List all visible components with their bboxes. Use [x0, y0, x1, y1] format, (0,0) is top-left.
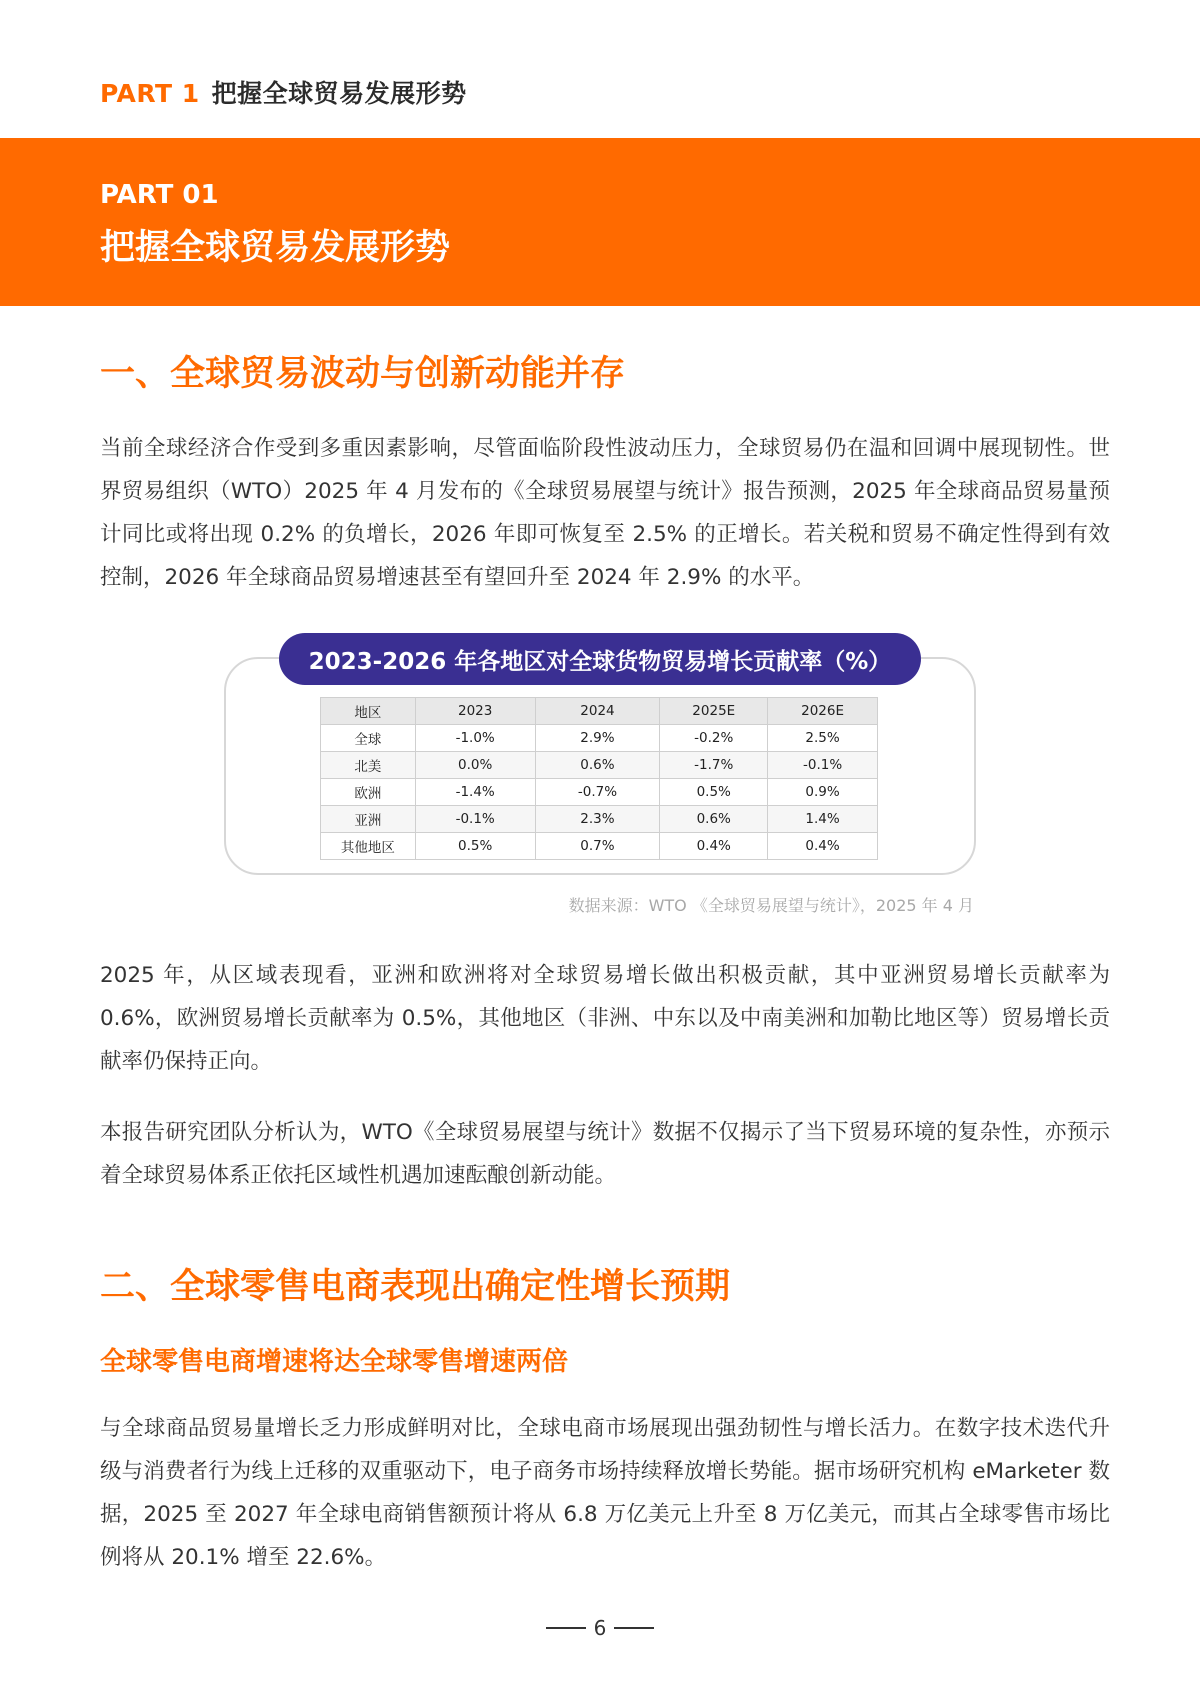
- header-region: 地区: [321, 698, 416, 725]
- cell-value: 1.4%: [768, 806, 878, 833]
- header-2025e: 2025E: [660, 698, 768, 725]
- header-2026e: 2026E: [768, 698, 878, 725]
- header-2023: 2023: [415, 698, 535, 725]
- table-row: [321, 779, 878, 806]
- table-row: [321, 752, 878, 779]
- section-heading-2: 二、全球零售电商表现出确定性增长预期: [100, 1267, 731, 1307]
- cell-value: 0.6%: [660, 806, 768, 833]
- cell-region: 欧洲: [321, 779, 416, 806]
- cell-value: 0.6%: [535, 752, 660, 779]
- cell-value: 0.4%: [660, 833, 768, 860]
- cell-region: 其他地区: [321, 833, 416, 860]
- running-header: [100, 74, 467, 110]
- cell-value: -0.1%: [415, 806, 535, 833]
- table-row: [321, 806, 878, 833]
- part-banner: [0, 138, 1200, 306]
- cell-value: -1.7%: [660, 752, 768, 779]
- table-header-row: [321, 698, 878, 725]
- cell-value: 2.3%: [535, 806, 660, 833]
- cell-value: -1.4%: [415, 779, 535, 806]
- banner-title: 把握全球贸易发展形势: [100, 228, 451, 268]
- page-number: 6: [593, 1616, 607, 1640]
- cell-region: 亚洲: [321, 806, 416, 833]
- cell-value: 0.4%: [768, 833, 878, 860]
- header-2024: 2024: [535, 698, 660, 725]
- running-header-part: PART 1: [100, 79, 200, 108]
- footer-rule-left: [546, 1627, 586, 1629]
- table-row: [321, 725, 878, 752]
- cell-region: 北美: [321, 752, 416, 779]
- paragraph-3: 本报告研究团队分析认为，WTO《全球贸易展望与统计》数据不仅揭示了当下贸易环境的复杂性，亦预示着全球贸易体系正依托区域性机遇加速酝酿创新动能。: [100, 1120, 1110, 1188]
- running-header-title: 把握全球贸易发展形势: [211, 79, 467, 108]
- paragraph-2: 2025 年，从区域表现看，亚洲和欧洲将对全球贸易增长做出积极贡献，其中亚洲贸易增长贡献率为 0.6%，欧洲贸易增长贡献率为 0.5%，其他地区（非洲、中东以及中南美洲和加勒比地区等）贸易增长贡献率仍保持正向。: [100, 963, 1110, 1074]
- paragraph-1: 当前全球经济合作受到多重因素影响，尽管面临阶段性波动压力，全球贸易仍在温和回调中展现韧性。世界贸易组织（WTO）2025 年 4 月发布的《全球贸易展望与统计》报告预测，2025 年全球商品贸易量预计同比或将出现 0.2% 的负增长，2026 年即可恢复至 2.5% 的正增长。若关税和贸易不确定性得到有效控制，2026 年全球商品贸易增速甚至有望回升至 2024 年 2.9% 的水平。: [100, 436, 1110, 590]
- cell-value: 0.5%: [415, 833, 535, 860]
- cell-value: 0.9%: [768, 779, 878, 806]
- paragraph-4: 与全球商品贸易量增长乏力形成鲜明对比，全球电商市场展现出强劲韧性与增长活力。在数字技术迭代升级与消费者行为线上迁移的双重驱动下，电子商务市场持续释放增长势能。据市场研究机构 eMarketer 数据，2025 至 2027 年全球电商销售额预计将从 6.8 万亿美元上升至 8 万亿美元，而其占全球零售市场比例将从 20.1% 增至 22.6%。: [100, 1416, 1110, 1570]
- section-heading-1: 一、全球贸易波动与创新动能并存: [100, 354, 626, 394]
- table-source-note: 数据来源：WTO 《全球贸易展望与统计》，2025 年 4 月: [568, 896, 974, 915]
- table-row: [321, 833, 878, 860]
- cell-value: 2.5%: [768, 725, 878, 752]
- cell-region: 全球: [321, 725, 416, 752]
- page-footer: [0, 1616, 1200, 1640]
- cell-value: 0.5%: [660, 779, 768, 806]
- contribution-table: [320, 697, 878, 860]
- cell-value: 0.0%: [415, 752, 535, 779]
- cell-value: -0.2%: [660, 725, 768, 752]
- table-title: 2023-2026 年各地区对全球货物贸易增长贡献率（%）: [279, 633, 921, 685]
- cell-value: 0.7%: [535, 833, 660, 860]
- cell-value: -0.1%: [768, 752, 878, 779]
- cell-value: -1.0%: [415, 725, 535, 752]
- banner-part-number: PART 01: [100, 180, 219, 210]
- cell-value: -0.7%: [535, 779, 660, 806]
- subheading: 全球零售电商增速将达全球零售增速两倍: [100, 1347, 569, 1377]
- cell-value: 2.9%: [535, 725, 660, 752]
- footer-rule-right: [614, 1627, 654, 1629]
